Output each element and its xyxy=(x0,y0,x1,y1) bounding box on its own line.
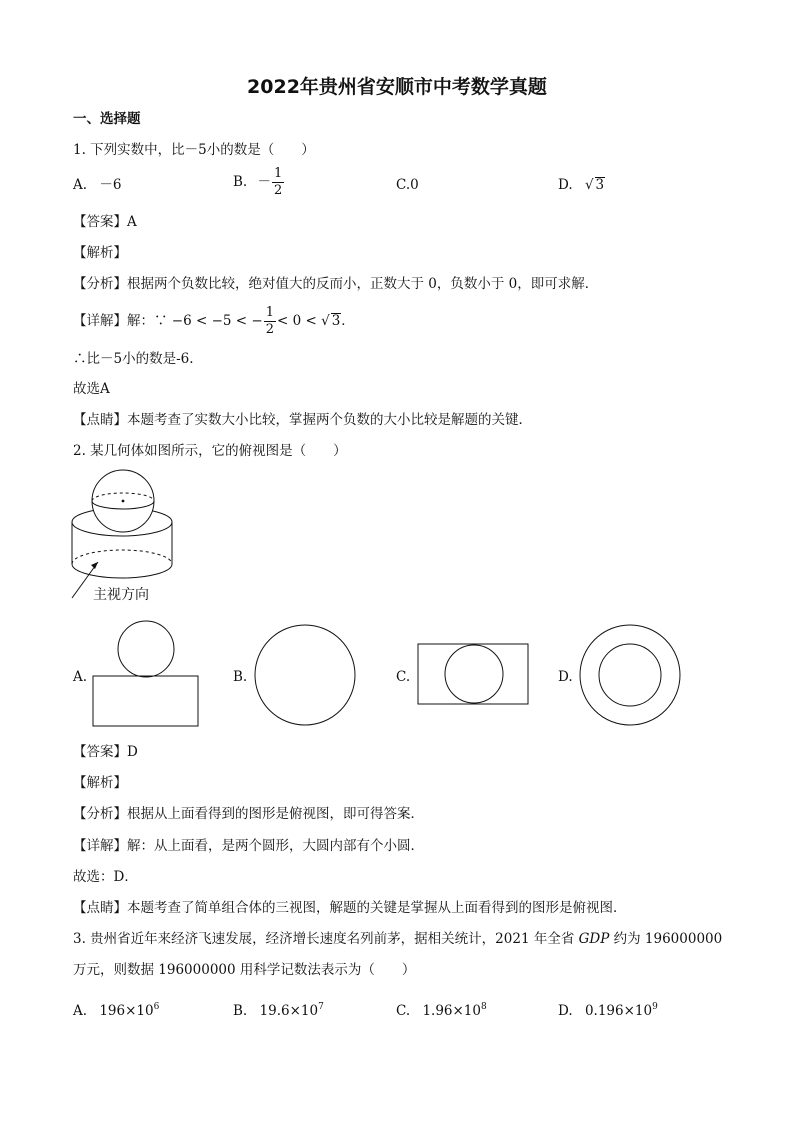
q1-detail: 【详解】解：∵ −6 < −5 < − $\frac{1}{2}$ < 0 < √ 3． xyxy=(73,305,355,337)
q1-option-b[interactable] xyxy=(233,166,285,199)
q2-option-a-figure[interactable] xyxy=(92,620,200,728)
option-value: －6 xyxy=(99,177,122,193)
option-label: D. xyxy=(558,177,573,193)
q2-answer: 【答案】D xyxy=(73,744,138,760)
q2-analysis-head: 【解析】 xyxy=(73,775,127,791)
q1-option-c[interactable] xyxy=(396,176,419,194)
q2-analysis: 【分析】根据从上面看得到的图形是俯视图，即可得答案． xyxy=(73,806,424,822)
q3-option-c[interactable]: C. $1.96\times 10^8$ xyxy=(396,1002,487,1019)
q2-option-c-label[interactable]: C. xyxy=(396,669,411,685)
q1-analysis-head: 【解析】 xyxy=(73,245,127,261)
q1-option-a[interactable] xyxy=(73,176,121,194)
option-label: A. xyxy=(73,177,88,193)
q1-option-d[interactable]: D. √ 3 xyxy=(558,177,605,193)
q3-option-b[interactable]: B. $19.6\times 10^7$ xyxy=(233,1002,324,1019)
q2-option-d-label[interactable]: D. xyxy=(558,669,573,685)
page-title: 2022年贵州省安顺市中考数学真题 xyxy=(247,76,547,98)
q2-option-d-figure[interactable] xyxy=(579,624,683,728)
q3-stem-line2: 万元，则数据 196000000 用科学记数法表示为（ ） xyxy=(73,962,416,978)
option-value: 0 xyxy=(410,177,419,193)
q2-option-a-label[interactable]: A. xyxy=(73,669,88,685)
q3-option-d[interactable]: D. $0.196\times 10^9$ xyxy=(558,1002,658,1019)
q2-option-b-label[interactable]: B. xyxy=(233,669,248,685)
sqrt-value: 3 xyxy=(595,177,605,193)
option-label: B. xyxy=(233,174,248,190)
option-label: C. xyxy=(396,177,411,193)
q1-conclusion: ∴比－5小的数是-6. xyxy=(73,351,194,367)
figure-caption: 主视方向 xyxy=(93,587,149,603)
q3-option-a[interactable]: A. $196\times 10^6$ xyxy=(73,1002,160,1019)
q1-comment: 【点睛】本题考查了实数大小比较，掌握两个负数的大小比较是解题的关键． xyxy=(73,412,532,428)
q3-stem-line1: 3. 贵州省近年来经济飞速发展，经济增长速度名列前茅，据相关统计，2021 年全省 GDP 约为 196000000 xyxy=(73,931,723,947)
section-heading: 一、选择题 xyxy=(73,111,141,127)
fraction: $\frac{1}{2}$ xyxy=(274,166,283,198)
q2-comment: 【点睛】本题考查了简单组合体的三视图，解题的关键是掌握从上面看得到的图形是俯视图． xyxy=(73,900,627,916)
q2-choose: 故选：D． xyxy=(73,869,138,885)
q2-stem: 2. 某几何体如图所示，它的俯视图是（ ） xyxy=(73,443,347,459)
q2-detail: 【详解】解：从上面看，是两个圆形，大圆内部有个小圆． xyxy=(73,838,424,854)
q1-stem: 1. 下列实数中，比－5小的数是（ ） xyxy=(73,142,315,158)
option-sign: － xyxy=(257,174,272,190)
q2-option-b-figure[interactable] xyxy=(254,624,358,728)
solid-figure xyxy=(60,465,180,605)
q1-choose: 故选A xyxy=(73,381,110,397)
q1-answer: 【答案】A xyxy=(73,214,137,230)
q2-option-c-figure[interactable] xyxy=(417,643,529,707)
q1-analysis: 【分析】根据两个负数比较，绝对值大的反而小，正数大于 0，负数小于 0，即可求解． xyxy=(73,276,599,292)
